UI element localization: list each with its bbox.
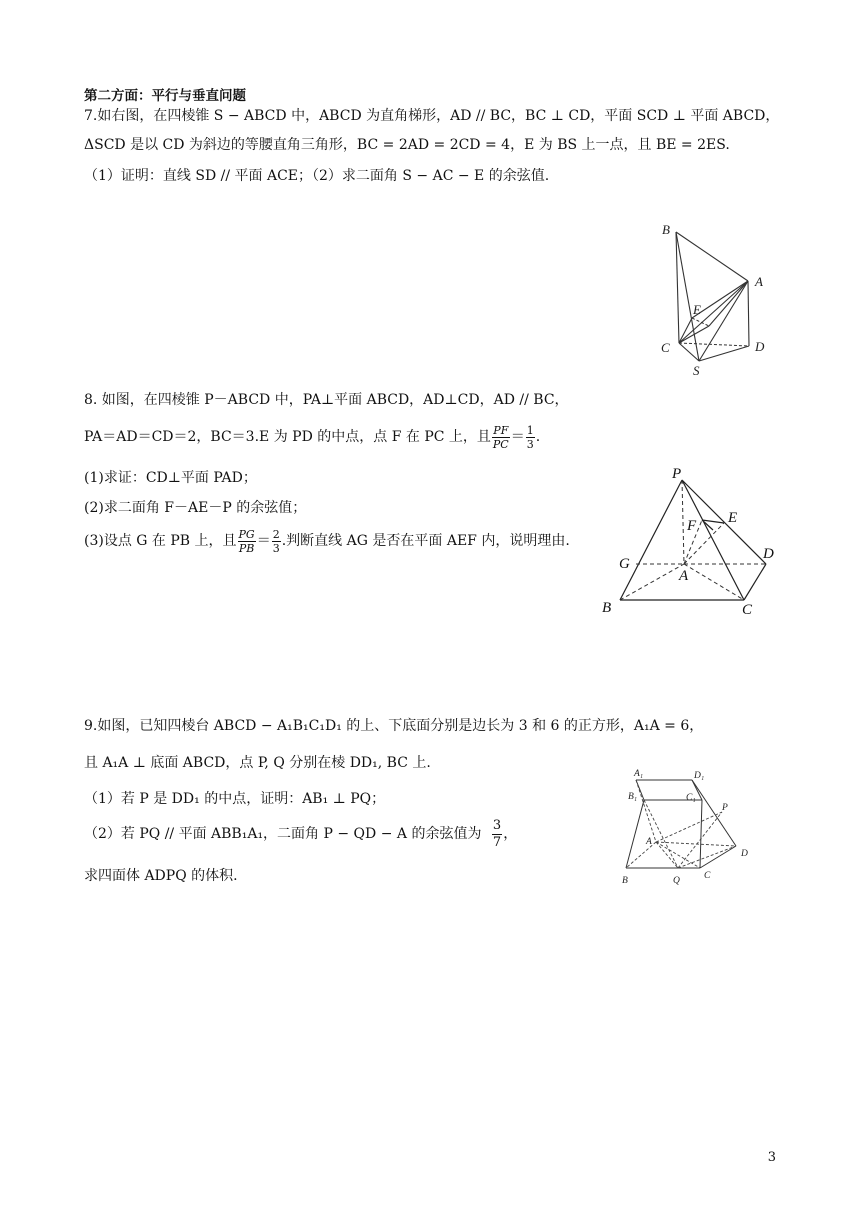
problem-7-line-3: （1）证明：直线 SD // 平面 ACE；（2）求二面角 S − AC − E 的余弦值. [84,168,550,184]
question-3-text: (3)设点 G 在 PB 上，且 [84,533,237,549]
problem-7-line-2: ΔSCD 是以 CD 为斜边的等腰直角三角形，BC = 2AD = 2CD = 4，E 为 BS 上一点，且 BE = 2ES. [84,137,730,153]
fig9-label-p: P [722,803,728,813]
fig8-label-g: G [619,556,630,572]
fig9-label-a: A [646,837,652,847]
equals-sign: ＝ [510,429,525,445]
fig8-label-e: E [728,510,738,526]
fig9-label-a1: A₁ [634,769,644,779]
problem-8-question-1: (1)求证：CD⊥平面 PAD； [84,470,257,486]
fraction-one-third [526,424,535,451]
frac-num: 1 [526,423,534,437]
fig7-label-e: E [693,302,701,317]
problem-8-question-2: (2)求二面角 F－AE－P 的余弦值； [84,500,307,516]
fig9-label-b1: B₁ [628,792,638,802]
fig8-label-c: C [742,602,753,618]
problem-9-question-1: （1）若 P 是 DD₁ 的中点，证明：AB₁ ⊥ PQ； [84,791,386,807]
fig7-label-c: C [661,340,670,355]
fraction-three-sevenths [492,818,502,851]
question-2-text: （2）若 PQ // 平面 ABB₁A₁，二面角 P − QD − A 的余弦值为 [84,826,482,842]
question-3-tail: .判断直线 AG 是否在平面 AEF 内，说明理由. [281,533,570,549]
frac-den: PC [492,437,509,451]
figure-8-pyramid [592,462,812,622]
fig8-label-p: P [672,466,682,482]
fig7-label-d: D [755,339,765,354]
fig9-label-c: C [704,871,711,881]
frac-den: PB [238,541,255,555]
problem-8-question-3 [84,524,570,558]
problem-8-line-2 [84,420,540,454]
page-number: 3 [767,1150,776,1165]
fig9-label-d1: D₁ [694,771,705,781]
fig8-label-d: D [763,546,774,562]
problem-7-line-1: 7.如右图，在四棱锥 S − ABCD 中，ABCD 为直角梯形，AD // BC，BC ⊥ CD，平面 SCD ⊥ 平面 ABCD， [84,108,780,124]
problem-8-line-1: 8. 如图，在四棱锥 P－ABCD 中，PA⊥平面 ABCD，AD⊥CD，AD // BC， [84,392,569,408]
comma: ， [503,826,518,842]
fraction-two-thirds [272,528,281,555]
period: . [535,429,541,445]
fig8-label-a: A [679,568,689,584]
fraction-pf-pc [492,424,510,451]
frac-num: 2 [272,527,280,541]
fig7-label-a: A [755,274,763,289]
figure-7-pyramid [655,218,780,378]
frac-num: PG [238,527,255,541]
problem-9-line-4: 求四面体 ADPQ 的体积. [84,868,238,884]
fig8-label-b: B [602,600,612,616]
fraction-pg-pb [238,528,256,555]
frac-den: 3 [526,437,534,451]
problem-9-line-2: 且 A₁A ⊥ 底面 ABCD，点 P, Q 分别在棱 DD₁, BC 上. [84,755,431,771]
figure-9-frustum [618,766,768,891]
problem-9-question-2 [84,814,517,854]
problem-9-line-1: 9.如图，已知四棱台 ABCD − A₁B₁C₁D₁ 的上、下底面分别是边长为 3 和 6 的正方形，A₁A = 6， [84,718,704,734]
fig9-label-d: D [741,849,748,859]
frac-num: PF [493,423,509,437]
fig7-label-b: B [662,222,670,237]
fig8-label-f: F [687,518,697,534]
equals-sign: ＝ [256,533,271,549]
section-heading: 第二方面：平行与垂直问题 [84,88,246,104]
frac-den: 7 [492,834,502,850]
fig9-label-q: Q [673,876,680,886]
fig9-label-c1: C₁ [686,793,696,803]
frac-den: 3 [272,541,280,555]
problem-8-line-2-text: PA＝AD＝CD＝2，BC＝3.E 为 PD 的中点，点 F 在 PC 上，且 [84,429,491,445]
frac-num: 3 [492,817,502,833]
fig7-label-s: S [693,363,700,378]
fig9-label-b: B [622,876,628,886]
